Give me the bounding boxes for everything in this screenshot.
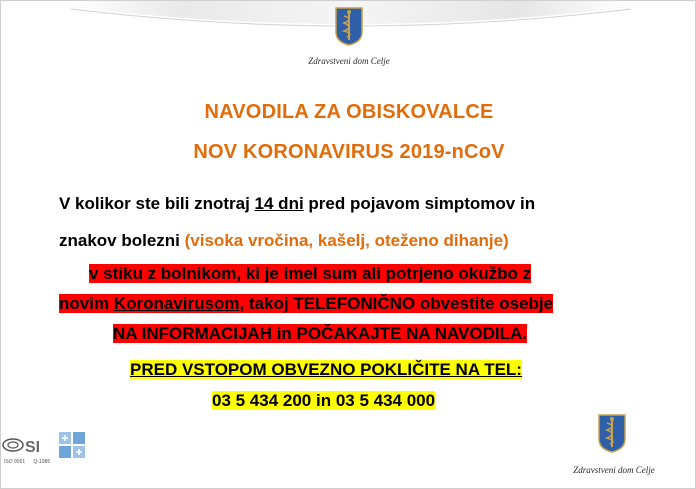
call-instruction [130, 359, 522, 381]
body-line-1 [59, 193, 535, 215]
body-line-5 [113, 323, 527, 345]
cert-mark: SI [25, 439, 41, 456]
body-line-4 [59, 293, 553, 315]
body-text: pred pojavom simptomov in [303, 194, 536, 213]
health-center-logo-icon [334, 6, 364, 46]
highlighted-phone-text: 03 5 434 200 in 03 5 434 000 [212, 391, 436, 410]
highlighted-text: NA INFORMACIJAH in POČAKAJTE NA NAVODILA. [113, 324, 527, 343]
underlined-period: 14 dni [254, 194, 304, 213]
title-line-2: NOV KORONAVIRUS 2019-nCoV [193, 141, 505, 163]
title-line-1: NAVODILA ZA OBISKOVALCE [204, 101, 494, 123]
body-text: znakov bolezni [59, 231, 185, 250]
body-line-3 [89, 263, 531, 285]
cert-q: Q-1985 [33, 459, 51, 465]
highlighted-call-text: PRED VSTOPOM OBVEZNO POKLIČITE NA TEL: [130, 360, 522, 379]
cert-iso: ISO 9001 [4, 459, 26, 465]
body-text: novim [59, 294, 114, 313]
health-center-logo-icon [597, 413, 627, 453]
org-name-top: Zdravstveni dom Celje [308, 56, 390, 66]
highlighted-text: v stiku z bolnikom, ki je imel sum ali potrjeno okužbo z [89, 264, 532, 283]
highlighted-text [59, 294, 553, 313]
org-name-bottom: Zdravstveni dom Celje [573, 465, 655, 475]
body-line-2 [59, 230, 509, 252]
cert-caption [4, 459, 50, 465]
phone-numbers [212, 390, 435, 412]
underlined-word: Koronavirusom [113, 294, 240, 313]
body-text: , takoj TELEFONIČNO obvestite osebje [239, 294, 554, 313]
body-text: V kolikor ste bili znotraj [59, 194, 255, 213]
symptoms-text: (visoka vročina, kašelj, oteženo dihanje) [184, 231, 509, 250]
